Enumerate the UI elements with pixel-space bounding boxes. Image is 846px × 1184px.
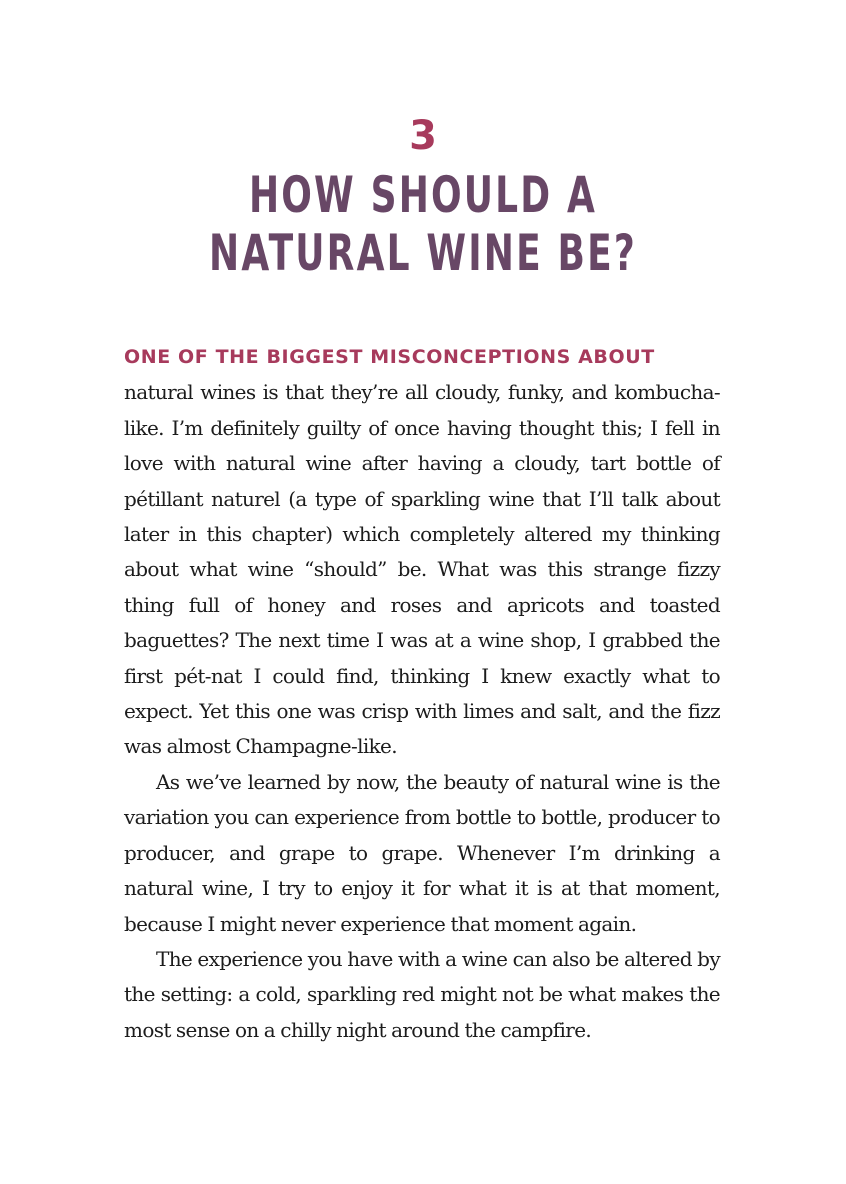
chapter-body: [124, 340, 720, 1048]
chapter-title-line-2: NATURAL WINE BE?: [209, 224, 637, 282]
lead-in-text: ONE OF THE BIGGEST MISCONCEPTIONS ABOUT: [124, 346, 655, 368]
chapter-number: 3: [409, 113, 437, 159]
chapter-title: [118, 166, 727, 282]
paragraph-3: The experience you have with a wine can also be altered by the setting: a cold, sparkling red might not be what makes the most sense on a chilly night around the campfire.: [124, 946, 720, 1042]
paragraph-1: natural wines is that they’re all cloudy, funky, and kombucha-like. I’m definitely guilty of once having thought this; I fell in love with natural wine after having a cloudy, tart bottle of pétillant naturel (a type of sparkling wine that I’ll talk about later in this chapter) which completely altered my thinking about what wine “should” be. What was this strange fizzy thing full of honey and roses and apricots and toasted baguettes? The next time I was at a wine shop, I grabbed the first pét-nat I could find, thinking I knew exactly what to expect. Yet this one was crisp with limes and salt, and the fizz was almost Champagne-like.: [124, 380, 720, 759]
chapter-title-line-1: HOW SHOULD A: [248, 166, 598, 224]
paragraph-2: As we’ve learned by now, the beauty of natural wine is the variation you can experience from bottle to bottle, producer to producer, and grape to grape. Whenever I’m drinking a natural wine, I try to enjoy it for what it is at that moment, because I might never experience that moment again.: [124, 769, 720, 936]
